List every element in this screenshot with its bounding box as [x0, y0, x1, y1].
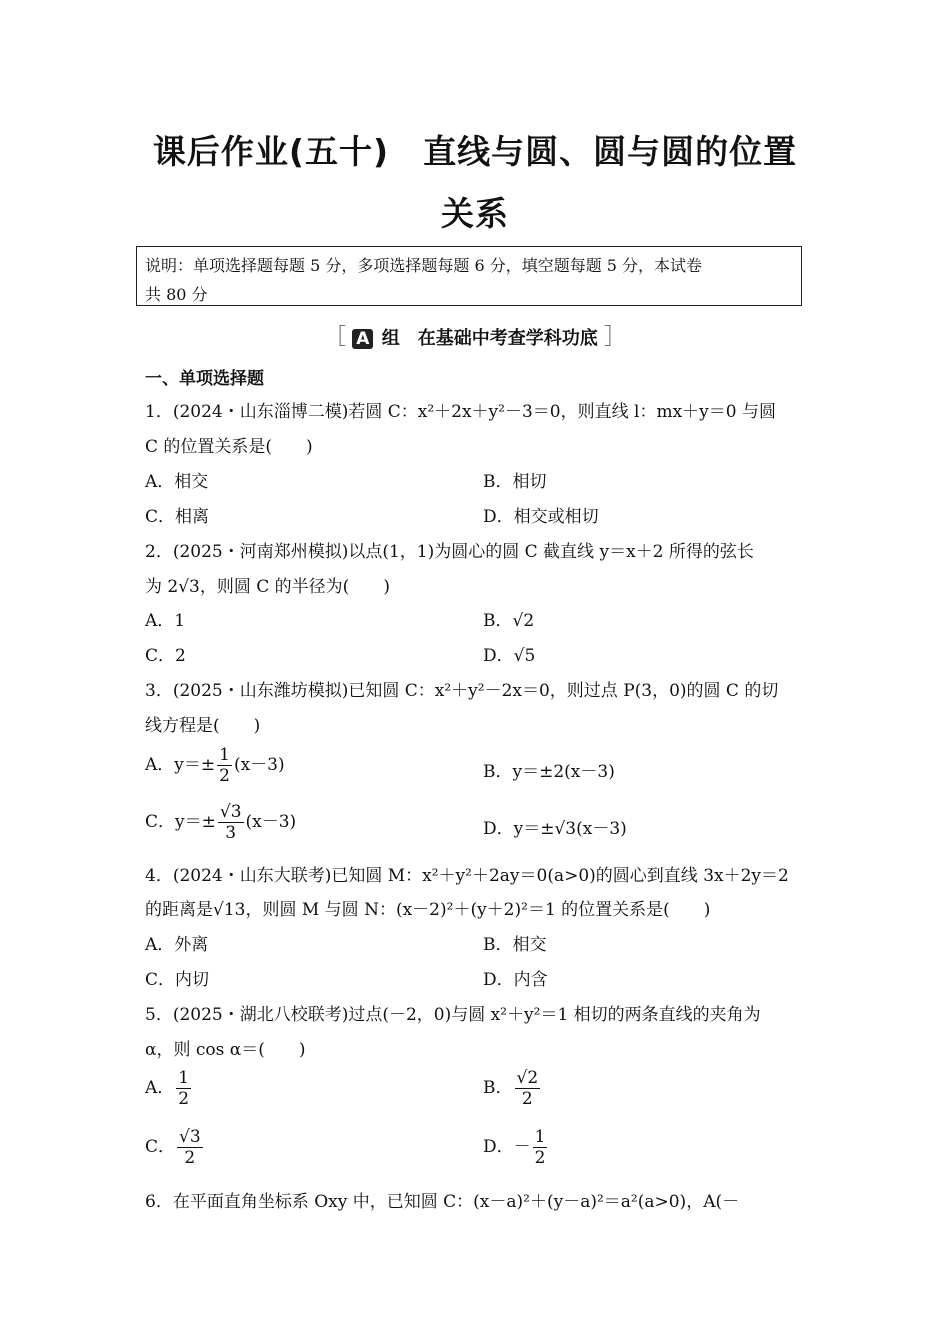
q6-line1: 6．在平面直角坐标系 Oxy 中，已知圆 C：(x－a)²＋(y－a)²＝a²(a>0)，A(－: [145, 1192, 740, 1212]
q4-option-d[interactable]: D．内含: [483, 970, 548, 990]
q5-line2: α，则 cos α＝( ): [145, 1040, 306, 1060]
q3-c-den: 3: [225, 823, 237, 843]
q5-c-den: 2: [184, 1148, 196, 1168]
q3-option-b[interactable]: B．y＝±2(x－3): [483, 762, 615, 782]
instructions-line2: 共 80 分: [145, 285, 208, 304]
q1-option-a[interactable]: A．相交: [145, 472, 209, 492]
q4-line1: 4．(2024・山东大联考)已知圆 M：x²＋y²＋2ay＝0(a>0)的圆心到直线 3x＋2y＝2: [145, 866, 789, 886]
q3-a-fraction: [217, 745, 232, 786]
q1-line1: 1．(2024・山东淄博二模)若圆 C：x²＋2x＋y²－3＝0，则直线 l：mx＋y＝0 与圆: [145, 402, 776, 422]
q5-b-prefix: B．: [483, 1078, 513, 1098]
q3-a-prefix: A．y＝±: [145, 755, 216, 775]
q2-option-a[interactable]: A．1: [145, 611, 186, 631]
q3-c-num: √3: [219, 802, 242, 822]
q3-c-prefix: C．y＝±: [145, 812, 216, 832]
q4-option-a[interactable]: A．外离: [145, 935, 209, 955]
q4-option-c[interactable]: C．内切: [145, 970, 210, 990]
q5-d-fraction: [533, 1127, 548, 1168]
q2-line2: 为 2√3，则圆 C 的半径为( ): [145, 577, 390, 597]
section-heading: 一、单项选择题: [145, 369, 264, 389]
q2-option-b[interactable]: B．√2: [483, 611, 535, 631]
q5-a-fraction: [176, 1068, 191, 1109]
q5-a-num: 1: [178, 1068, 190, 1088]
q3-a-num: 1: [219, 745, 230, 765]
q3-a-den: 2: [219, 766, 230, 786]
q3-c-fraction: [218, 802, 244, 843]
q1-line2: C 的位置关系是( ): [145, 437, 313, 457]
q4-line2: 的距离是√13，则圆 M 与圆 N：(x－2)²＋(y＋2)²＝1 的位置关系是( ): [145, 900, 711, 920]
q5-line1: 5．(2025・湖北八校联考)过点(－2，0)与圆 x²＋y²＝1 相切的两条直线的夹角为: [145, 1005, 761, 1025]
q5-c-fraction: [177, 1127, 203, 1168]
group-label: 组 在基础中考查学科功底: [381, 328, 598, 349]
page-title-line2: 关系: [441, 194, 509, 233]
q5-c-num: √3: [179, 1127, 201, 1147]
group-heading: ［ A 组 在基础中考查学科功底 ］: [323, 325, 627, 350]
q5-a-den: 2: [178, 1089, 190, 1109]
q3-option-c[interactable]: [145, 802, 296, 843]
q3-line1: 3．(2025・山东潍坊模拟)已知圆 C：x²＋y²－2x＝0，则过点 P(3，0)的圆 C 的切: [145, 681, 779, 701]
q2-option-c[interactable]: C．2: [145, 646, 186, 666]
q5-b-num: √2: [516, 1068, 539, 1088]
q2-line1: 2．(2025・河南郑州模拟)以点(1，1)为圆心的圆 C 截直线 y＝x＋2 所得的弦长: [145, 542, 754, 562]
q5-b-fraction: [515, 1068, 541, 1109]
q1-option-b[interactable]: B．相切: [483, 472, 547, 492]
q5-option-d[interactable]: [483, 1127, 549, 1168]
q5-a-prefix: A．: [145, 1078, 175, 1098]
q5-c-prefix: C．: [145, 1137, 176, 1157]
q5-option-a[interactable]: [145, 1068, 193, 1109]
group-letter-badge: A: [352, 329, 373, 349]
q1-option-d[interactable]: D．相交或相切: [483, 507, 599, 527]
page-title: 课后作业(五十) 直线与圆、圆与圆的位置: [152, 132, 798, 171]
q2-option-d[interactable]: D．√5: [483, 646, 536, 666]
q5-d-den: 2: [534, 1148, 546, 1168]
q5-d-num: 1: [534, 1127, 546, 1147]
q5-option-c[interactable]: [145, 1127, 205, 1168]
instructions-box: [136, 246, 802, 306]
q5-option-b[interactable]: [483, 1068, 542, 1109]
instructions-line1: 说明：单项选择题每题 5 分，多项选择题每题 6 分，填空题每题 5 分，本试卷: [145, 256, 703, 275]
q4-option-b[interactable]: B．相交: [483, 935, 547, 955]
q5-b-den: 2: [521, 1089, 533, 1109]
q3-option-d[interactable]: D．y＝±√3(x－3): [483, 819, 627, 839]
q5-d-prefix: D．－: [483, 1137, 531, 1157]
q3-c-suffix: (x－3): [245, 812, 297, 832]
q1-option-c[interactable]: C．相离: [145, 507, 210, 527]
q3-a-suffix: (x－3): [233, 755, 285, 775]
q3-option-a[interactable]: [145, 745, 285, 786]
q3-line2: 线方程是( ): [145, 716, 261, 736]
